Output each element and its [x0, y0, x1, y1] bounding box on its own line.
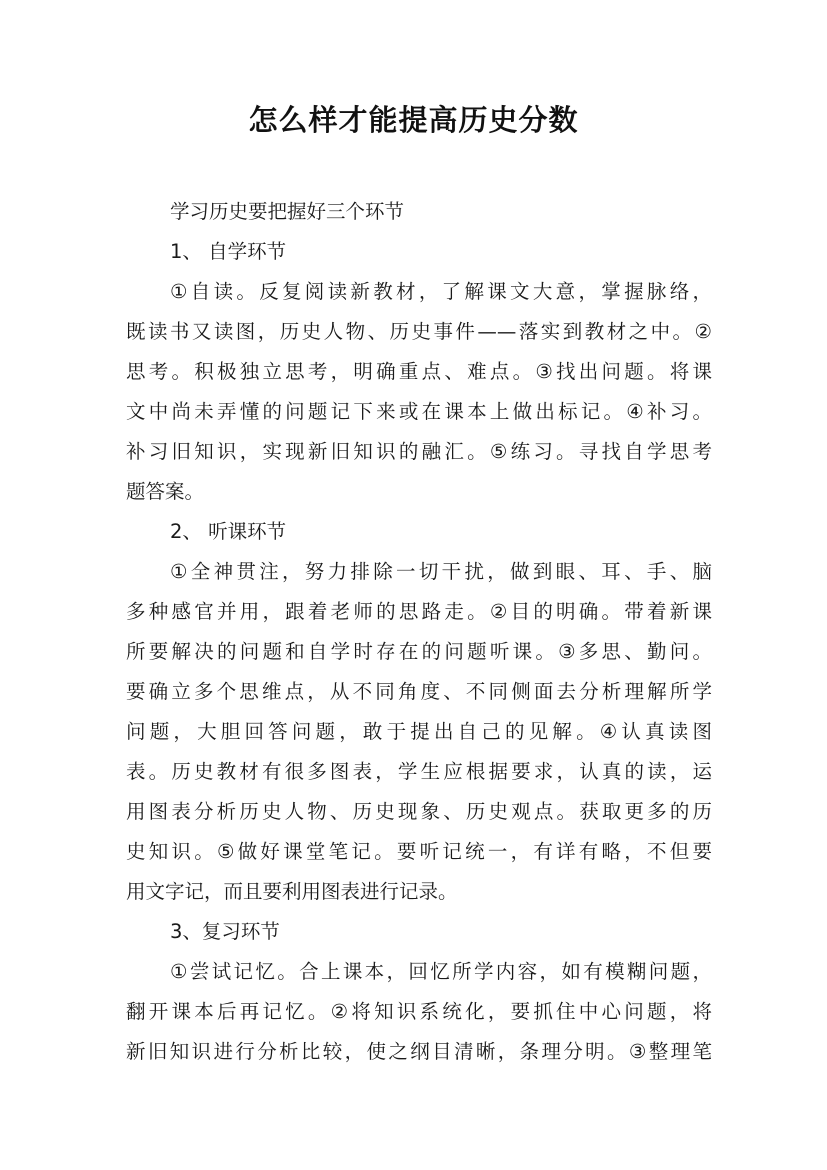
text-line: 题答案。	[126, 480, 205, 503]
text-line: 2、 听课环节	[170, 520, 287, 543]
text-line: 要确立多个思维点，从不同角度、不同侧面去分析理解所学	[126, 680, 712, 703]
text-line: 用文字记，而且要利用图表进行记录。	[126, 880, 458, 903]
document-body	[126, 192, 712, 1072]
text-line: 既读书又读图，历史人物、历史事件——落实到教材之中。②	[126, 320, 712, 343]
text-line: 多种感官并用，跟着老师的思路走。②目的明确。带着新课	[126, 600, 712, 623]
text-line: 用图表分析历史人物、历史现象、历史观点。获取更多的历	[126, 800, 712, 823]
text-line: 翻开课本后再记忆。②将知识系统化，要抓住中心问题，将	[126, 1000, 712, 1023]
text-line: 3、复习环节	[170, 920, 280, 943]
text-line: 文中尚未弄懂的问题记下来或在课本上做出标记。④补习。	[126, 400, 712, 423]
text-line: 所要解决的问题和自学时存在的问题听课。③多思、勤问。	[126, 640, 712, 663]
text-line: 新旧知识进行分析比较，使之纲目清晰，条理分明。③整理笔	[126, 1040, 712, 1063]
text-line: 问题，大胆回答问题，敢于提出自己的见解。④认真读图	[126, 720, 712, 743]
text-line: 学习历史要把握好三个环节	[170, 200, 405, 223]
text-line: ①尝试记忆。合上课本，回忆所学内容，如有模糊问题，	[170, 960, 712, 983]
text-line: 史知识。⑤做好课堂笔记。要听记统一，有详有略，不但要	[126, 840, 712, 863]
document-title: 怎么样才能提高历史分数	[248, 103, 579, 137]
text-line: 补习旧知识，实现新旧知识的融汇。⑤练习。寻找自学思考	[126, 440, 712, 463]
text-line: 思考。积极独立思考，明确重点、难点。③找出问题。将课	[126, 360, 712, 383]
text-line: ①自读。反复阅读新教材，了解课文大意，掌握脉络，	[170, 280, 712, 303]
text-line: 1、 自学环节	[170, 240, 287, 263]
text-line: 表。历史教材有很多图表，学生应根据要求，认真的读，运	[126, 760, 712, 783]
text-line: ①全神贯注，努力排除一切干扰，做到眼、耳、手、脑	[170, 560, 712, 583]
